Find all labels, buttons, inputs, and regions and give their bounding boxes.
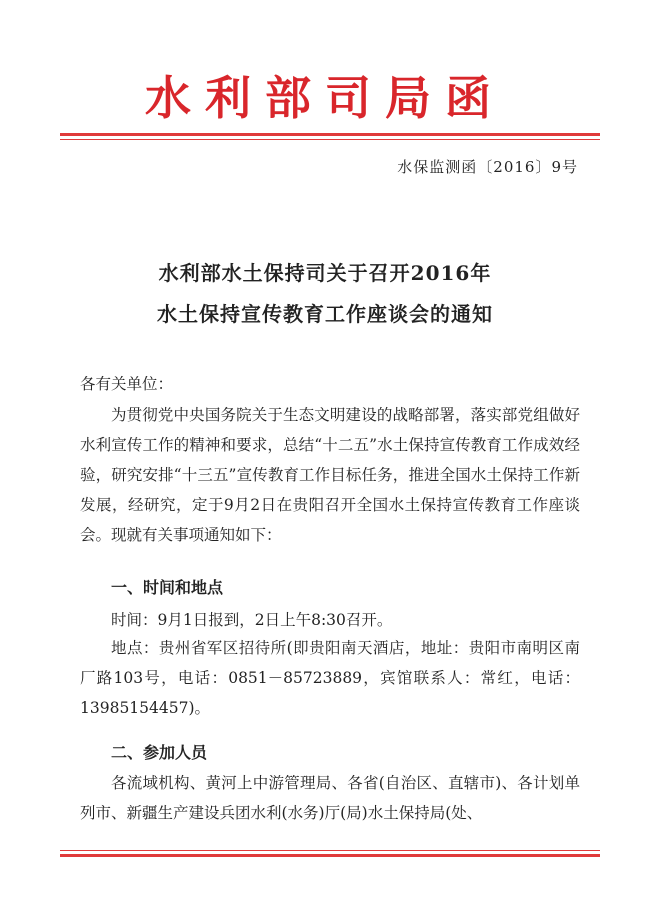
- letterhead-rule-thick: [60, 133, 600, 136]
- letterhead-rule-thin: [60, 139, 600, 140]
- time-paragraph: 时间：9月1日报到，2日上午8:30召开。: [111, 611, 393, 629]
- notice-title-line-2: 水土保持宣传教育工作座谈会的通知: [157, 302, 493, 326]
- section-heading-attendees: 二、参加人员: [111, 743, 208, 762]
- document-number: 水保监测函〔2016〕9号: [397, 158, 578, 176]
- letterhead-title: 水利部司局函: [145, 71, 505, 125]
- salutation: 各有关单位：: [80, 375, 174, 393]
- notice-title-line-1: 水利部水土保持司关于召开2016年: [158, 261, 492, 285]
- section-heading-time-place: 一、时间和地点: [111, 578, 224, 597]
- place-paragraph: 地点：贵州省军区招待所(即贵阳南天酒店，地址：贵阳市南明区南厂路103号，电话：0851－85723889，宾馆联系人：常红，电话：13985154457)。: [80, 639, 580, 717]
- intro-paragraph: 为贯彻党中央国务院关于生态文明建设的战略部署，落实部党组做好水利宣传工作的精神和要求，总结“十二五”水土保持宣传教育工作成效经验，研究安排“十三五”宣传教育工作目标任务，推进全国水土保持工作新发展，经研究，定于9月2日在贵阳召开全国水土保持宣传教育工作座谈会。现就有关事项通知如下：: [80, 406, 580, 544]
- attendees-paragraph: 各流域机构、黄河上中游管理局、各省(自治区、直辖市)、各计划单列市、新疆生产建设兵团水利(水务)厅(局)水土保持局(处、: [80, 774, 580, 822]
- footer-rule-thin: [60, 850, 600, 851]
- footer-rule-thick: [60, 854, 600, 857]
